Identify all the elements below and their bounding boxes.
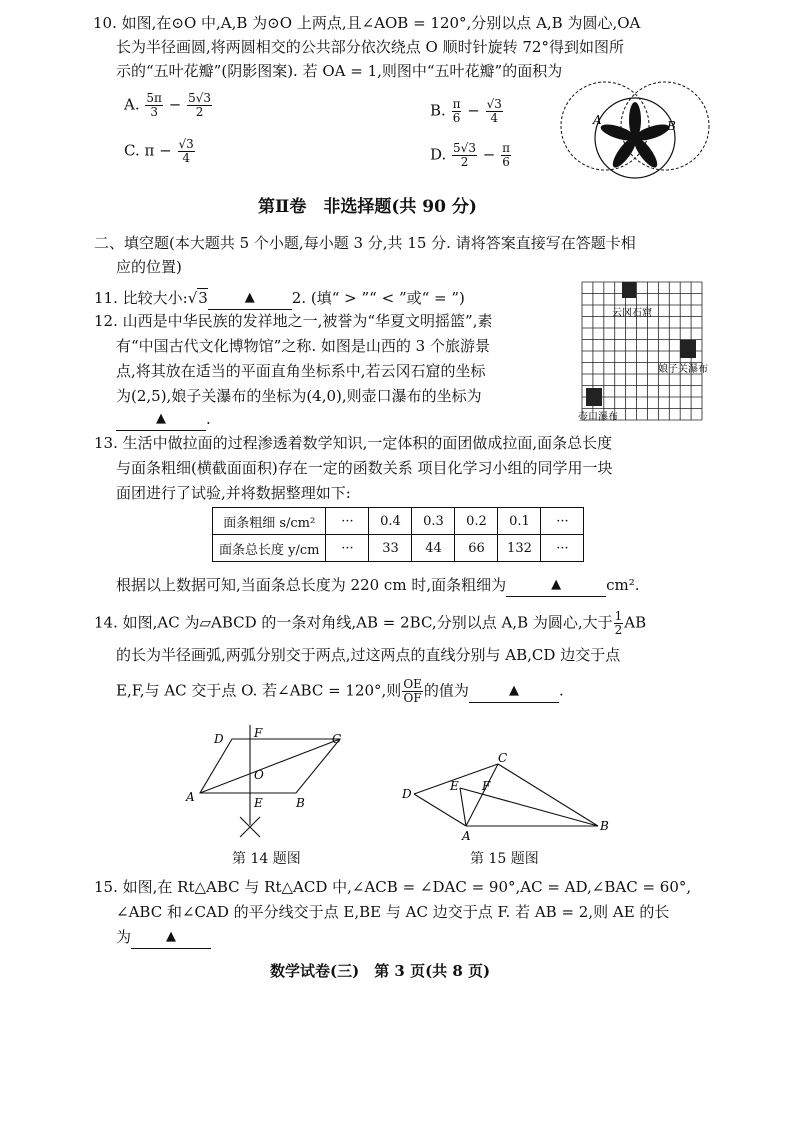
q15-line-3: 为 ▲: [116, 926, 211, 951]
q10-option-c: C. π − $\frac{√3}{4}$: [124, 137, 194, 165]
q14-figure: [180, 725, 360, 850]
q14-answer-blank: ▲: [469, 678, 559, 703]
niangziguan-image: [680, 340, 696, 358]
table-cell: 0.1: [498, 508, 541, 535]
q15-label-a: A: [462, 829, 471, 843]
row-label: 面条粗细 s/cm²: [213, 508, 326, 535]
label-niangziguan: 娘子关瀑布: [658, 364, 708, 375]
label-yungang: 云冈石窟: [612, 308, 652, 319]
table-cell: 0.3: [412, 508, 455, 535]
q15-caption: 第 15 题图: [470, 851, 539, 867]
q10-option-d: D. $\frac{5√3}{2}$ − $\frac{\pi}{6}$: [430, 141, 510, 169]
q15-label-b: B: [600, 819, 609, 833]
table-cell: 132: [498, 535, 541, 562]
q10-figure: [555, 80, 715, 180]
q12-line-2: 有“中国古代文化博物馆”之称. 如图是山西的 3 个旅游景: [116, 337, 490, 355]
q15-line-1: 15. 如图,在 Rt△ABC 与 Rt△ACD 中,∠ACB = ∠DAC = 90°,AC = AD,∠BAC = 60°,: [94, 878, 692, 896]
table-cell: ···: [541, 508, 584, 535]
q14-label-d: D: [214, 732, 224, 746]
q10-line-3: 示的“五叶花瓣”(阴影图案). 若 OA = 1,则图中“五叶花瓣”的面积为: [116, 62, 563, 80]
q12-line-4: 为(2,5),娘子关瀑布的坐标为(4,0),则壶口瀑布的坐标为: [116, 387, 482, 405]
table-cell: 0.4: [369, 508, 412, 535]
q12-line-1: 12. 山西是中华民族的发祥地之一,被誉为“华夏文明摇篮”,素: [94, 312, 493, 330]
q15-label-c: C: [498, 751, 508, 765]
q14-line-1: 14. 如图,AC 为▱ABCD 的一条对角线,AB = 2BC,分别以点 A,B 为圆心,大于 $\frac{1}{2}$ AB: [94, 609, 647, 637]
q13-data-table: [212, 507, 584, 562]
q14-label-e: E: [254, 796, 263, 810]
q13-line-2: 与面条粗细(横截面面积)存在一定的函数关系 项目化学习小组的同学用一块: [116, 459, 613, 477]
section-title: 第Ⅱ卷 非选择题(共 90 分): [258, 197, 477, 217]
q14-caption: 第 14 题图: [232, 851, 301, 867]
table-cell: ···: [326, 508, 369, 535]
table-cell: 33: [369, 535, 412, 562]
q15-figure: [400, 750, 620, 845]
q13-conclusion: 根据以上数据可知,当面条总长度为 220 cm 时,面条粗细为 ▲ cm².: [116, 574, 640, 599]
q14-line-3: E,F,与 AC 交于点 O. 若∠ABC = 120°,则 $\frac{OE}{OF}$ 的值为 ▲ .: [116, 677, 564, 705]
q13-answer-blank: ▲: [506, 572, 606, 597]
part2-heading-line-2: 应的位置): [116, 258, 182, 276]
q15-label-f: F: [482, 779, 491, 793]
q15-label-d: D: [402, 787, 412, 801]
table-cell: 0.2: [455, 508, 498, 535]
q14-label-c: C: [332, 732, 342, 746]
q10-option-a: A. $\frac{5\pi}{3}$ − $\frac{5√3}{2}$: [124, 91, 211, 119]
q14-label-a: A: [186, 790, 195, 804]
q10-line-2: 长为半径画圆,将两圆相交的公共部分依次绕点 O 顺时针旋转 72°得到如图所: [116, 38, 624, 56]
q13-line-3: 面团进行了试验,并将数据整理如下:: [116, 484, 351, 502]
q13-line-1: 13. 生活中做拉面的过程渗透着数学知识,一定体积的面团做成拉面,面条总长度: [94, 434, 613, 452]
table-cell: 44: [412, 535, 455, 562]
q14-label-o: O: [254, 768, 264, 782]
q11-answer-blank: ▲: [208, 285, 292, 310]
q10-label-a: A: [593, 113, 602, 127]
row-label: 面条总长度 y/cm: [213, 535, 326, 562]
q10-option-b: B. $\frac{\pi}{6}$ − $\frac{√3}{4}$: [430, 97, 502, 125]
yungang-image: [622, 282, 636, 298]
q14-line-2: 的长为半径画弧,两弧分别交于两点,过这两点的直线分别与 AB,CD 边交于点: [116, 646, 621, 664]
q12-map-grid: [576, 278, 708, 428]
q15-line-2: ∠ABC 和∠CAD 的平分线交于点 E,BE 与 AC 边交于点 F. 若 AB = 2,则 AE 的长: [116, 903, 670, 921]
q14-label-b: B: [296, 796, 305, 810]
q15-answer-blank: ▲: [131, 924, 211, 949]
q11-text: 11. 比较大小:√3 ▲ 2. (填“ > ”“ < ”或“ = ”): [94, 287, 465, 312]
table-cell: 66: [455, 535, 498, 562]
label-hukou: 壶口瀑布: [578, 412, 618, 423]
q10-line-1: 10. 如图,在⊙O 中,A,B 为⊙O 上两点,且∠AOB = 120°,分别以点 A,B 为圆心,OA: [93, 14, 641, 32]
q12-answer-line: ▲ .: [116, 408, 211, 433]
q12-line-3: 点,将其放在适当的平面直角坐标系中,若云冈石窟的坐标: [116, 362, 486, 380]
table-cell: ···: [541, 535, 584, 562]
q10-label-b: B: [667, 119, 676, 133]
table-row: [213, 508, 584, 535]
part2-heading-line-1: 二、填空题(本大题共 5 个小题,每小题 3 分,共 15 分. 请将答案直接写在答题卡相: [94, 234, 636, 252]
hukou-image: [586, 388, 602, 406]
page-footer: 数学试卷(三) 第 3 页(共 8 页): [270, 962, 491, 980]
q14-label-f: F: [254, 726, 263, 740]
table-cell: ···: [326, 535, 369, 562]
q12-answer-blank: ▲: [116, 406, 206, 431]
table-row: [213, 535, 584, 562]
q15-label-e: E: [450, 779, 459, 793]
